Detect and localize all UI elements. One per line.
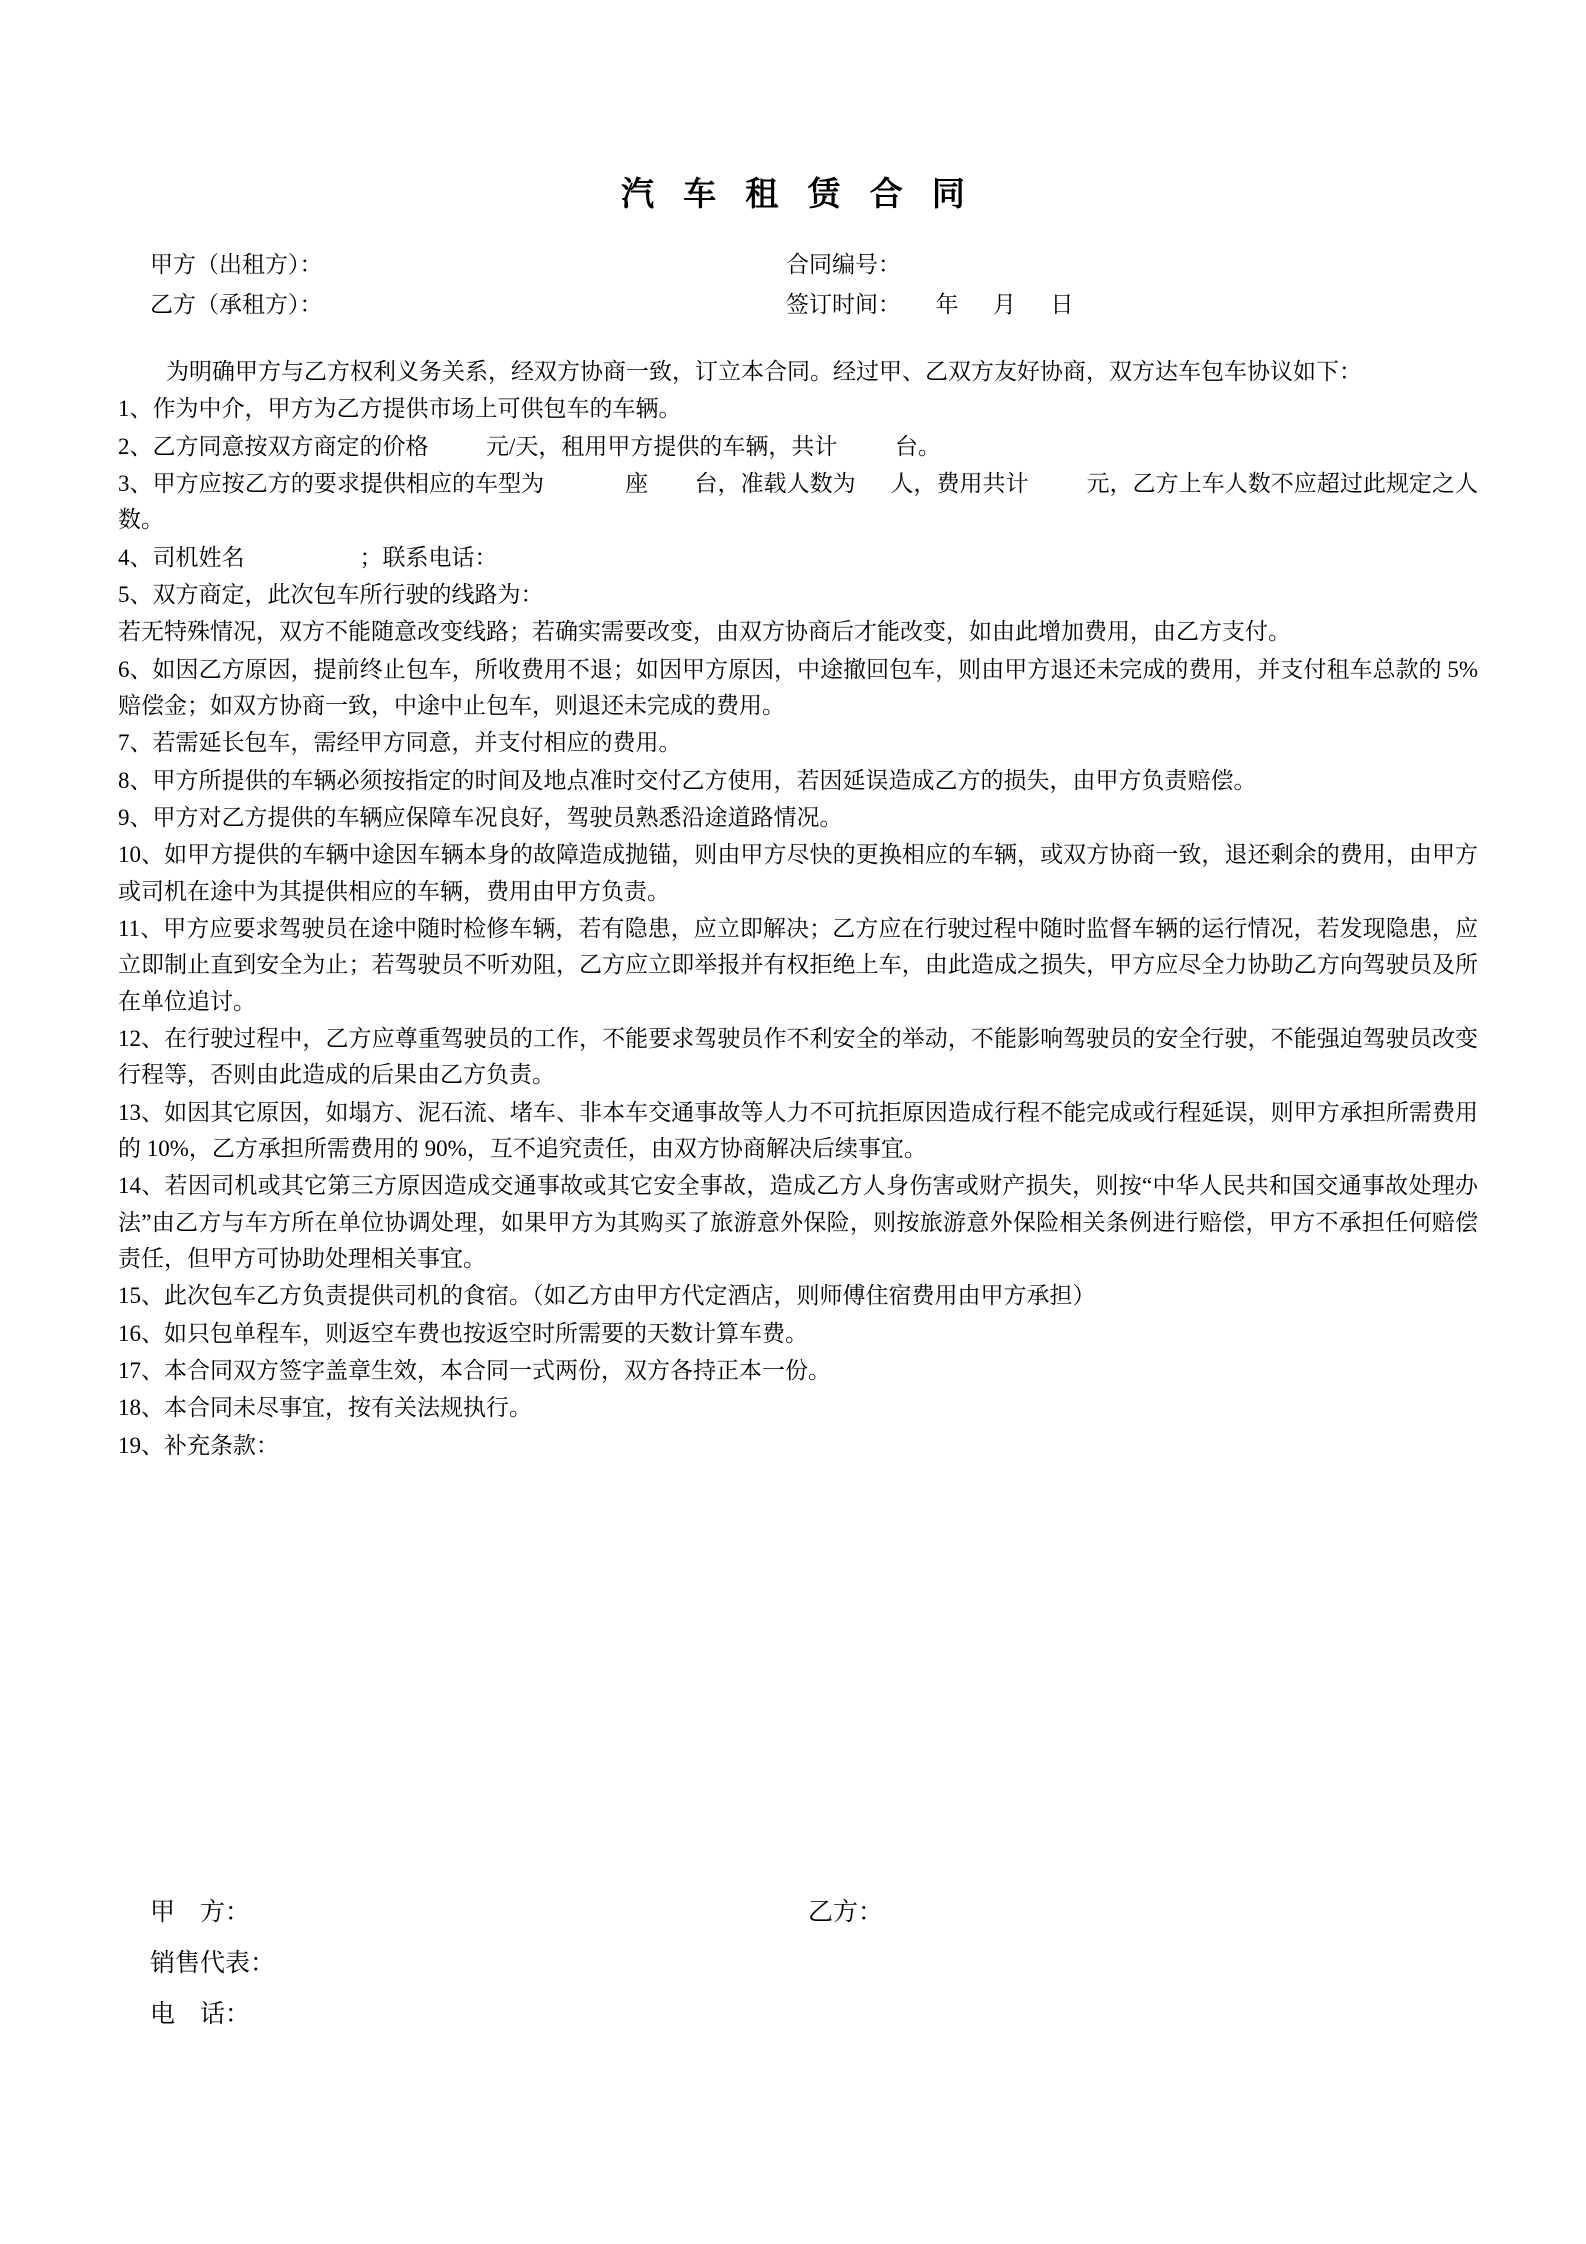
clause-15: 15、此次包车乙方负责提供司机的食宿。（如乙方由甲方代定酒店，则师傅住宿费用由甲方承担） bbox=[118, 1283, 1096, 1309]
clause-5: 5、双方商定，此次包车所行驶的线路为： bbox=[118, 581, 544, 607]
clause-18: 18、本合同未尽事宜，按有关法规执行。 bbox=[118, 1395, 532, 1421]
clause-8: 8、甲方所提供的车辆必须按指定的时间及地点准时交付乙方使用，若因延误造成乙方的损失，由甲方负责赔偿。 bbox=[118, 767, 1257, 793]
signature-row-parties bbox=[118, 1900, 1478, 1925]
clause-14: 14、若因司机或其它第三方原因造成交通事故或其它安全事故，造成乙方人身伤害或财产损失，则按“中华人民共和国交通事故处理办法”由乙方与车方所在单位协调处理，如果甲方为其购买了旅游意外保险，则按旅游意外保险相关条例进行赔偿，甲方不承担任何赔偿责任，但甲方可协助处理相关事宜。 bbox=[118, 1173, 1478, 1271]
clause-2: 2、乙方同意按双方商定的价格 元/天，租用甲方提供的车辆，共计 台。 bbox=[118, 433, 941, 459]
signature-party-a-label: 甲 方： bbox=[150, 1899, 251, 1926]
clause-11: 11、甲方应要求驾驶员在途中随时检修车辆，若有隐患，应立即解决；乙方应在行驶过程中随时监督车辆的运行情况，若发现隐患，应立即制止直到安全为止；若驾驶员不听劝阻，乙方应立即举报并有权拒绝上车，由此造成之损失，甲方应尽全力协助乙方向驾驶员及所在单位追讨。 bbox=[118, 915, 1478, 1014]
clause-17: 17、本合同双方签字盖章生效，本合同一式两份，双方各持正本一份。 bbox=[118, 1357, 831, 1383]
clause-16: 16、如只包单程车，则返空车费也按返空时所需要的天数计算车费。 bbox=[118, 1320, 808, 1346]
header-row-party-b bbox=[118, 293, 1478, 316]
contract-body bbox=[118, 354, 1478, 1464]
clause-7: 7、若需延长包车，需经甲方同意，并支付相应的费用。 bbox=[118, 730, 682, 756]
clause-13: 13、如因其它原因，如塌方、泥石流、堵车、非本车交通事故等人力不可抗拒原因造成行程不能完成或行程延误，则甲方承担所需费用的 10%，乙方承担所需费用的 90%，互不追究责任，由双方协商解决后续事宜。 bbox=[118, 1099, 1478, 1161]
clause-9: 9、甲方对乙方提供的车辆应保障车况良好，驾驶员熟悉沿途道路情况。 bbox=[118, 804, 843, 830]
sign-date-label: 签订时间： 年 月 日 bbox=[786, 292, 1074, 317]
signature-party-b-label: 乙方： bbox=[808, 1899, 884, 1926]
party-a-label: 甲方（出租方）： bbox=[150, 252, 323, 277]
clause-1: 1、作为中介，甲方为乙方提供市场上可供包车的车辆。 bbox=[118, 396, 682, 422]
document-content bbox=[118, 0, 1478, 1465]
page-title: 汽 车 租 赁 合 同 bbox=[621, 175, 975, 212]
preamble-paragraph: 为明确甲方与乙方权利义务关系，经双方协商一致，订立本合同。经过甲、乙双方友好协商，双方达车包车协议如下： bbox=[166, 359, 1362, 384]
phone-label: 电 话： bbox=[150, 2001, 251, 2028]
header-row-party-a bbox=[118, 253, 1478, 276]
sales-rep-label: 销售代表： bbox=[150, 1950, 276, 1977]
signature-block bbox=[118, 1900, 1478, 2053]
contract-header bbox=[118, 253, 1478, 316]
clause-19: 19、补充条款： bbox=[118, 1432, 279, 1458]
clause-6: 6、如因乙方原因，提前终止包车，所收费用不退；如因甲方原因，中途撤回包车，则由甲方退还未完成的费用，并支付租车总款的 5%赔偿金；如双方协商一致，中途中止包车，则退还未完成的费用。 bbox=[118, 656, 1478, 718]
clause-4: 4、司机姓名 ；联系电话： bbox=[118, 544, 498, 570]
clause-5-note: 若无特殊情况，双方不能随意改变线路；若确实需要改变，由双方协商后才能改变，如由此增加费用，由乙方支付。 bbox=[118, 619, 1291, 645]
party-b-label: 乙方（承租方）： bbox=[150, 292, 323, 317]
clause-3: 3、甲方应按乙方的要求提供相应的车型为 座 台，准载人数为 人，费用共计 元，乙方上车人数不应超过此规定之人数。 bbox=[118, 470, 1478, 533]
clause-12: 12、在行驶过程中，乙方应尊重驾驶员的工作，不能要求驾驶员作不利安全的举动，不能影响驾驶员的安全行驶，不能强迫驾驶员改变行程等，否则由此造成的后果由乙方负责。 bbox=[118, 1025, 1478, 1088]
clause-10: 10、如甲方提供的车辆中途因车辆本身的故障造成抛锚，则由甲方尽快的更换相应的车辆，或双方协商一致，退还剩余的费用，由甲方或司机在途中为其提供相应的车辆，费用由甲方负责。 bbox=[118, 842, 1478, 904]
contract-number-label: 合同编号： bbox=[786, 252, 901, 277]
